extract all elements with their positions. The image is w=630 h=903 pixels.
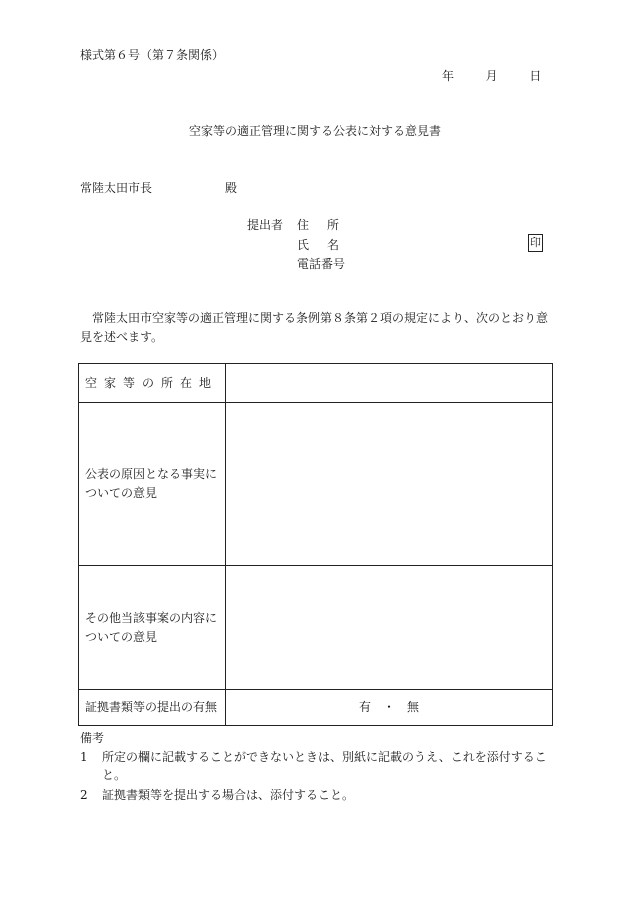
evidence-row: [79, 690, 553, 726]
name-label: 氏名: [297, 238, 358, 252]
other-label: その他当該事案の内容についての意見: [79, 566, 226, 690]
date-year-label: 年: [442, 69, 455, 83]
document-title: 空家等の適正管理に関する公表に対する意見書: [188, 124, 441, 138]
remarks-title: 備考: [80, 731, 105, 745]
phone-label: 電話番号: [297, 257, 346, 271]
address-label: 住所: [297, 218, 358, 232]
form-number: 様式第６号（第７条関係）: [80, 48, 225, 62]
reason-label: 公表の原因となる事実についての意見: [79, 403, 226, 566]
remark-text: 所定の欄に記載することができないときは、別紙に記載のうえ、これを添付すること。: [102, 750, 547, 782]
date-month-label: 月: [485, 69, 498, 83]
seal-mark: 印: [528, 234, 543, 252]
addressee-suffix: 殿: [225, 181, 238, 195]
evidence-label: 証拠書類等の提出の有無: [79, 690, 226, 726]
other-value-cell[interactable]: [226, 566, 553, 690]
remark-note: [80, 786, 554, 804]
evidence-choice[interactable]: 有 ・ 無: [226, 690, 553, 726]
date-day-label: 日: [529, 69, 542, 83]
location-label: 空家等の所在地: [79, 364, 226, 403]
remark-text: 証拠書類等を提出する場合は、添付すること。: [102, 788, 355, 802]
remark-number: 1: [80, 750, 88, 764]
location-row: [79, 364, 553, 403]
other-row: [79, 566, 553, 690]
remark-note: [80, 748, 554, 784]
reason-row: [79, 403, 553, 566]
opinion-form-table: [78, 363, 553, 726]
reason-value-cell[interactable]: [226, 403, 553, 566]
body-text: 常陸太田市空家等の適正管理に関する条例第８条第２項の規定により、次のとおり意見を述べます。: [80, 311, 549, 344]
submitter-label: 提出者: [247, 218, 284, 232]
addressee-name: 常陸太田市長: [80, 181, 153, 195]
location-value-cell[interactable]: [226, 364, 553, 403]
date-line: [442, 68, 541, 84]
remark-number: 2: [80, 788, 88, 802]
